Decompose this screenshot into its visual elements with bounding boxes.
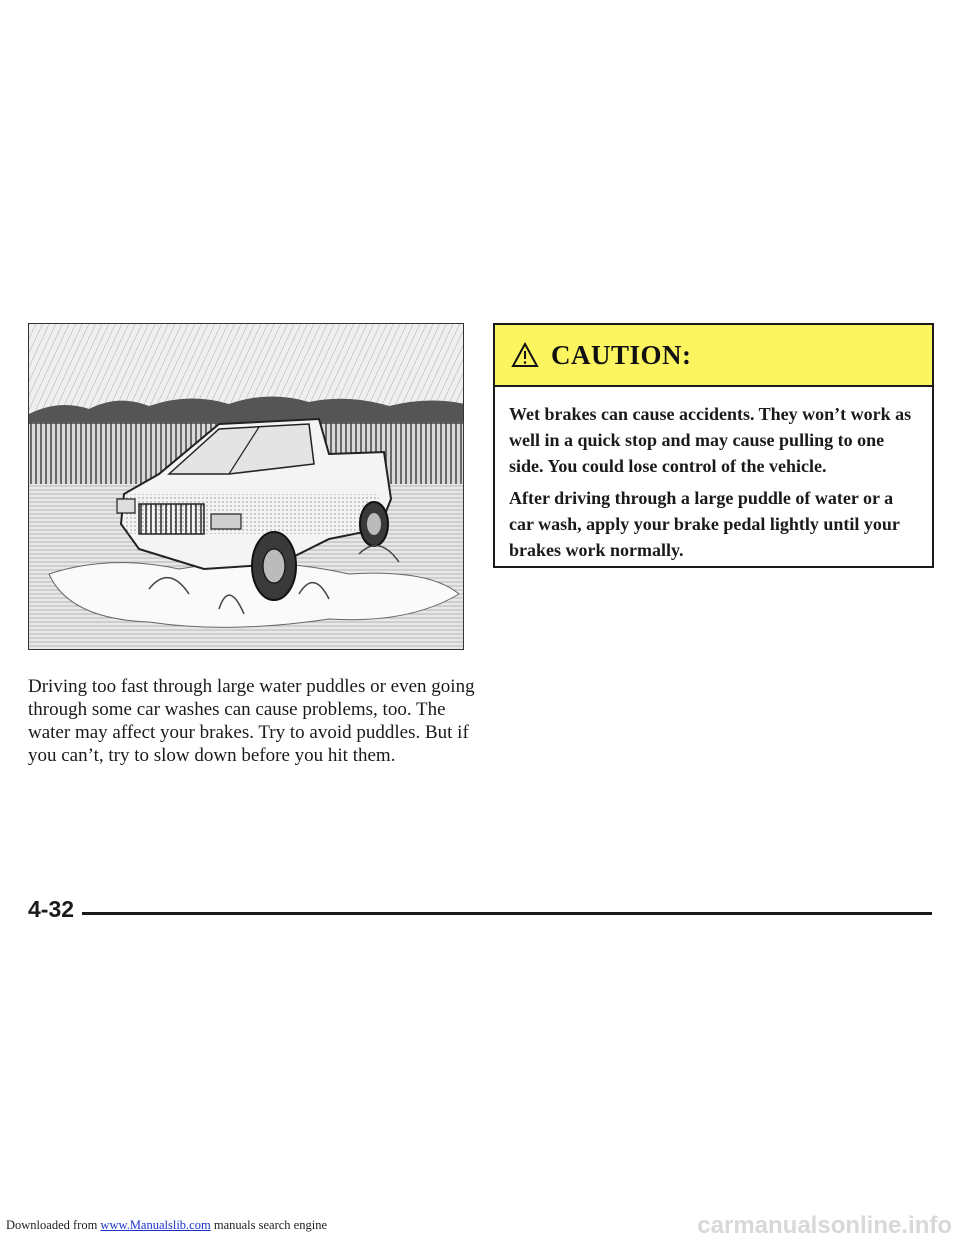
download-prefix: Downloaded from [6, 1218, 101, 1232]
caution-box [493, 323, 934, 568]
truck-puddle-illustration [28, 323, 464, 650]
page-footer-rule [82, 912, 932, 915]
caution-title: CAUTION: [551, 339, 692, 370]
download-note [6, 1218, 327, 1233]
warning-triangle-icon [511, 342, 539, 368]
caution-paragraph-1: Wet brakes can cause accidents. They won’t work as well in a quick stop and may cause pulling to one side. You could lose control of the vehicle. [509, 404, 912, 476]
watermark: carmanualsonline.info [697, 1212, 952, 1239]
caution-header [495, 325, 932, 387]
page-number: 4-32 [28, 896, 75, 922]
manualslib-link[interactable]: www.Manualslib.com [100, 1218, 211, 1232]
download-suffix: manuals search engine [210, 1218, 327, 1232]
caution-body [495, 387, 932, 563]
body-paragraph: Driving too fast through large water puddles or even going through some car washes can cause problems, too. The water may affect your brakes. Try to avoid puddles. But if you can’t, try to slow down before you hit them. [28, 676, 475, 766]
caution-paragraph-2: After driving through a large puddle of water or a car wash, apply your brake pedal lightly until your brakes work normally. [509, 488, 900, 560]
